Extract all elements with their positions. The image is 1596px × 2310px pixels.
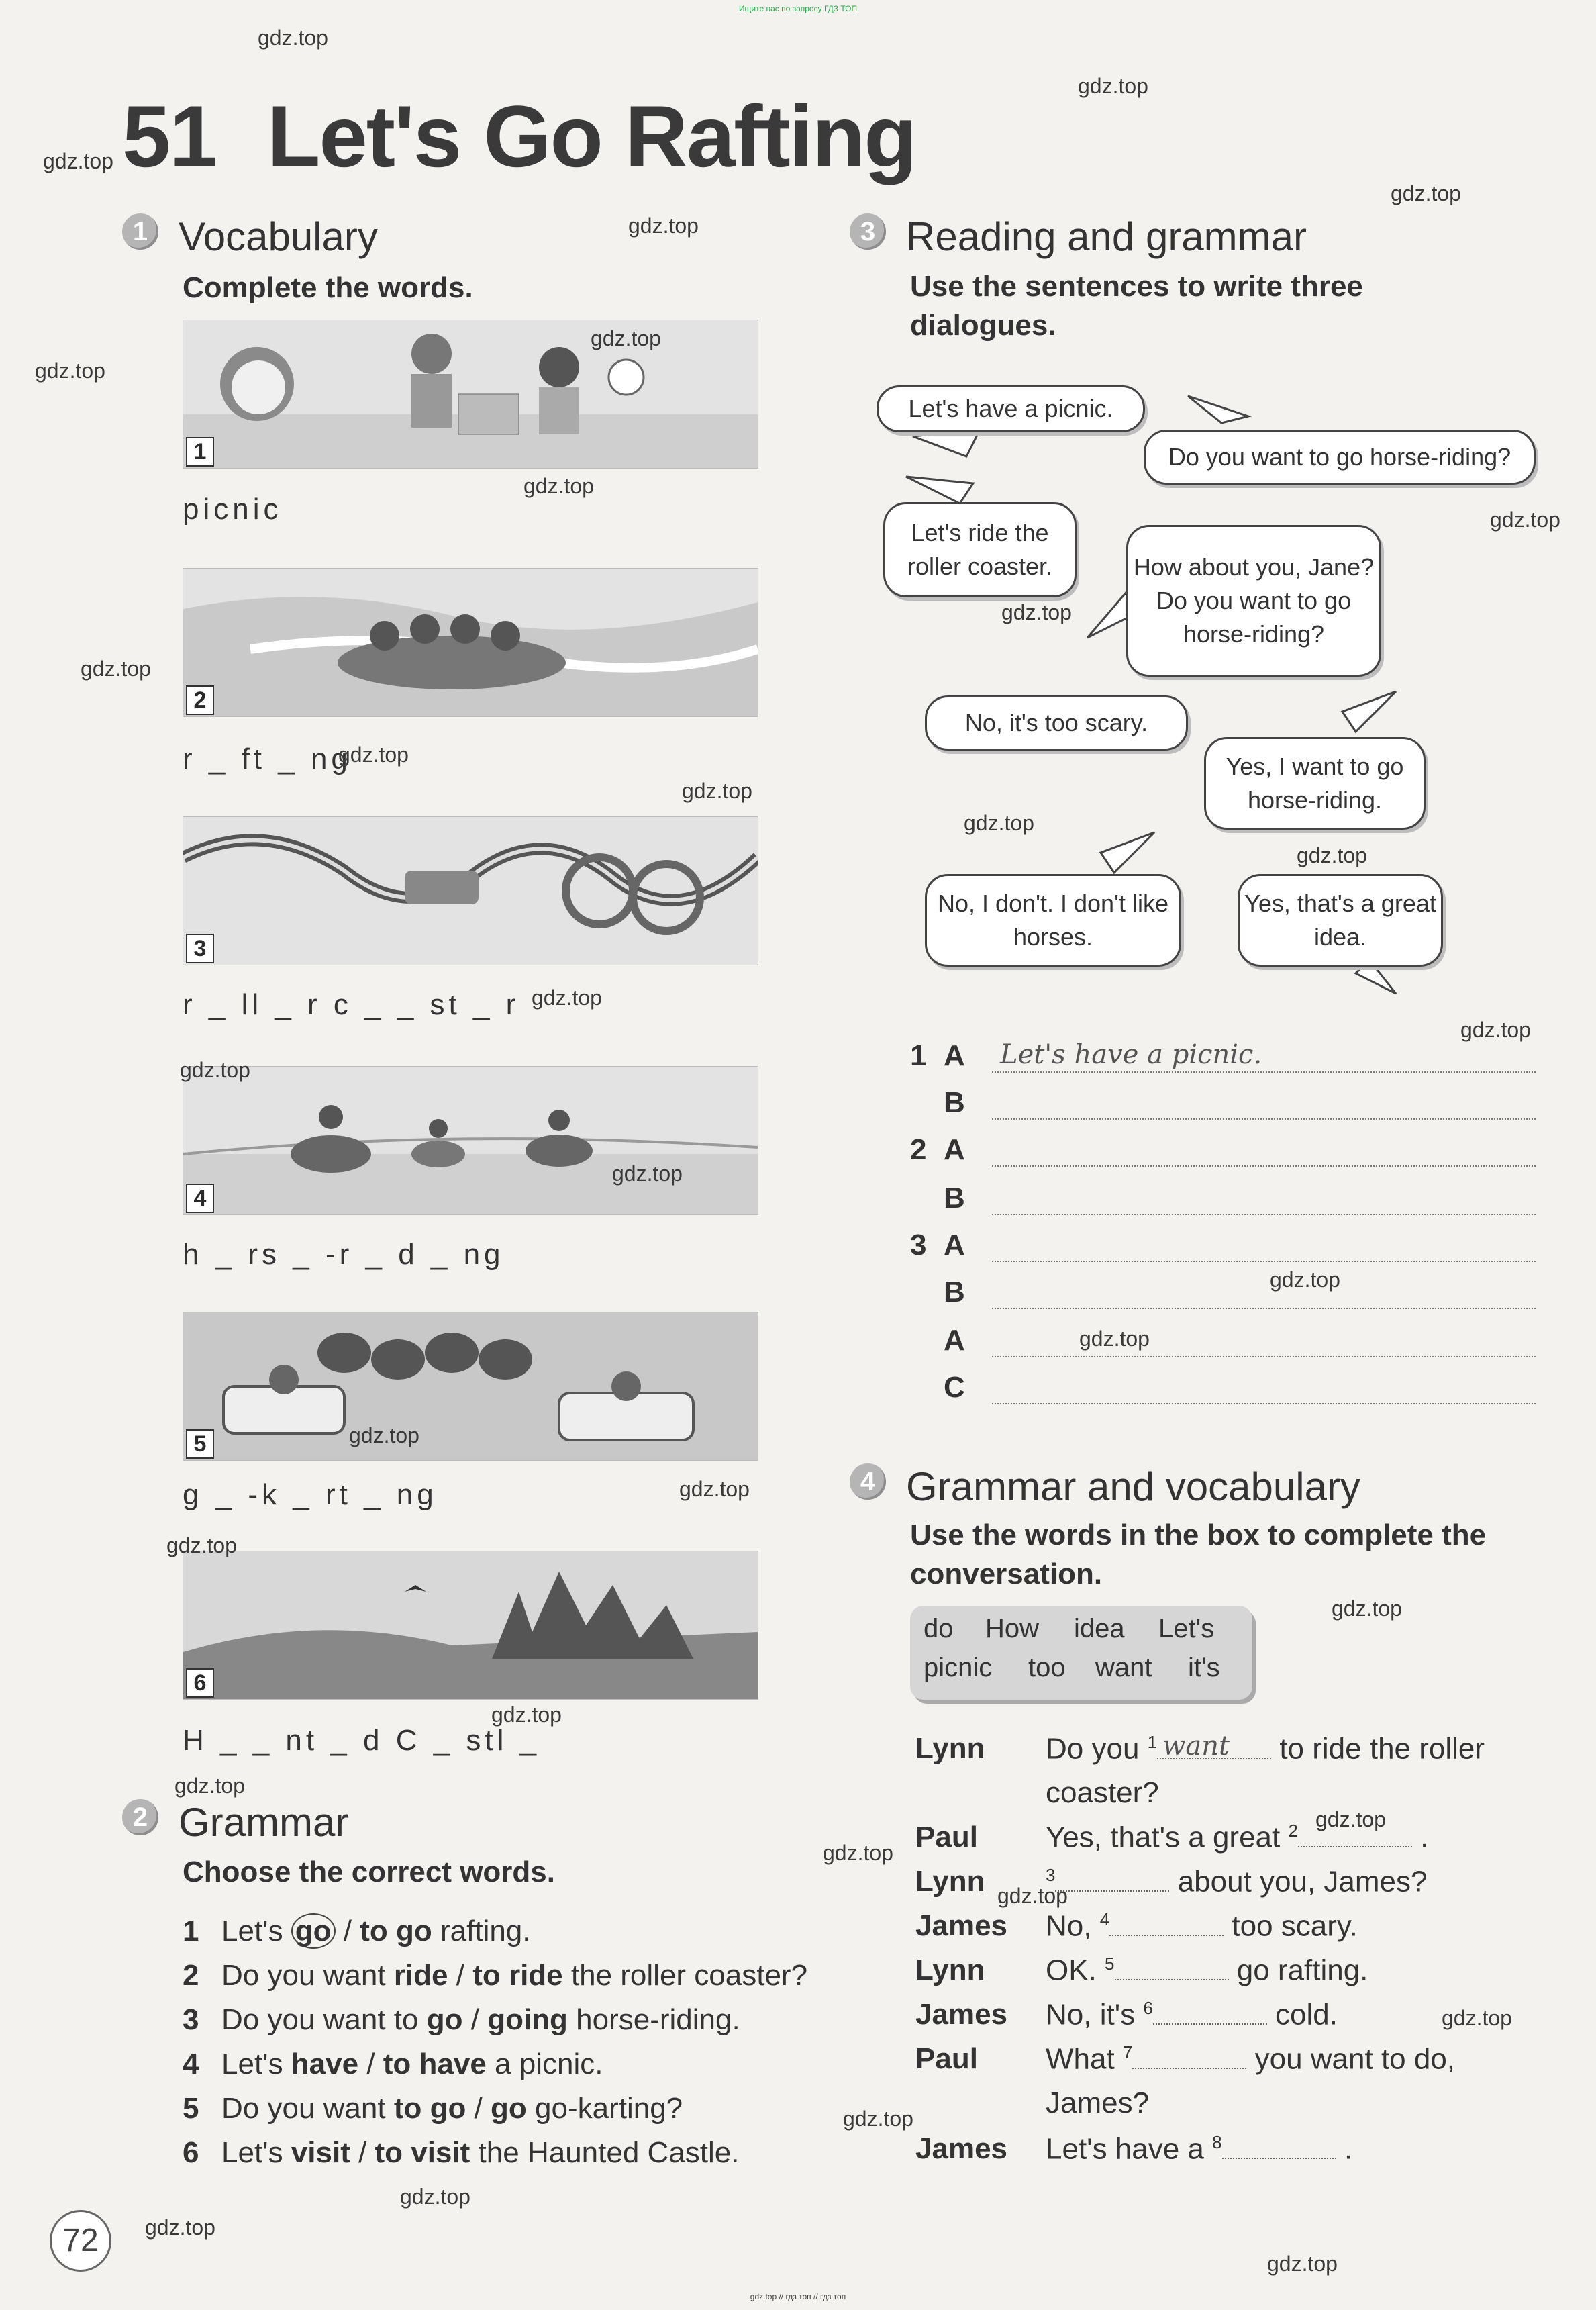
speech-bubble: Let's have a picnic. bbox=[877, 385, 1145, 432]
section3-subtitle-2: dialogues. bbox=[910, 309, 1056, 342]
watermark: gdz.top bbox=[81, 657, 151, 681]
speech-bubble: No, it's too scary. bbox=[925, 695, 1188, 751]
watermark: gdz.top bbox=[1315, 1807, 1386, 1831]
option-selected[interactable]: go bbox=[291, 1913, 336, 1949]
conversation-line-5: OK. $^5$ go rafting. bbox=[1046, 1954, 1368, 1987]
haunted-castle-picture bbox=[183, 1551, 758, 1700]
speaker: Paul bbox=[915, 1821, 978, 1854]
answer-line[interactable] bbox=[992, 1261, 1536, 1262]
dialogue-label: A bbox=[944, 1133, 965, 1166]
speech-bubble: Yes, I want to go horse-riding. bbox=[1204, 737, 1426, 830]
box-word: want bbox=[1095, 1653, 1152, 1682]
roller-coaster-picture bbox=[183, 816, 758, 965]
box-word: do bbox=[924, 1614, 954, 1643]
grammar-item-1: 1 Let's go / to go rafting. bbox=[183, 1915, 531, 1947]
answer-blank[interactable] bbox=[1132, 2045, 1246, 2069]
speech-bubble: How about you, Jane? Do you want to go horse-riding? bbox=[1126, 525, 1381, 677]
speaker: James bbox=[915, 1909, 1008, 1942]
watermark: gdz.top bbox=[145, 2215, 215, 2240]
vocab-word-5: g _ -k _ rt _ ng bbox=[183, 1478, 438, 1511]
box-word: idea bbox=[1074, 1614, 1125, 1643]
option[interactable]: to go bbox=[393, 2092, 466, 2125]
watermark: gdz.top bbox=[174, 1774, 245, 1798]
speech-bubble: Let's ride the roller coaster. bbox=[883, 502, 1077, 597]
dialogue-label: A bbox=[944, 1039, 965, 1072]
section1-title: Vocabulary bbox=[179, 214, 378, 259]
top-note: Ищите нас по запросу ГДЗ ТОП bbox=[738, 4, 858, 13]
page-number: 72 bbox=[50, 2210, 111, 2272]
box-word: it's bbox=[1188, 1653, 1220, 1682]
picture-number: 1 bbox=[186, 437, 214, 467]
answer-blank[interactable]: want bbox=[1157, 1735, 1271, 1759]
watermark: gdz.top bbox=[823, 1841, 893, 1865]
dialogue-label: B bbox=[944, 1182, 965, 1214]
dialogue-number: 3 bbox=[910, 1229, 927, 1261]
word-box bbox=[910, 1606, 1252, 1700]
dialogue-label: B bbox=[944, 1276, 965, 1308]
option[interactable]: go bbox=[491, 2092, 527, 2125]
speech-bubble: No, I don't. I don't like horses. bbox=[925, 874, 1181, 967]
box-word: too bbox=[1028, 1653, 1066, 1682]
watermark: gdz.top bbox=[258, 26, 328, 50]
option[interactable]: to ride bbox=[472, 1959, 563, 1992]
picture-number: 4 bbox=[186, 1184, 214, 1213]
watermark: gdz.top bbox=[682, 779, 752, 803]
picnic-picture bbox=[183, 320, 758, 469]
vocab-word-1: picnic bbox=[183, 493, 283, 526]
watermark: gdz.top bbox=[43, 149, 113, 173]
answer-blank[interactable] bbox=[1222, 2135, 1336, 2159]
watermark: gdz.top bbox=[843, 2107, 913, 2131]
grammar-item-2: 2 Do you want ride / to ride the roller coaster? bbox=[183, 1959, 808, 1992]
vocab-word-2: r _ ft _ ng bbox=[183, 742, 352, 775]
section4-badge: 4 bbox=[850, 1463, 886, 1500]
answer-blank[interactable] bbox=[1115, 1956, 1229, 1980]
answer-line[interactable] bbox=[992, 1118, 1536, 1120]
watermark: gdz.top bbox=[591, 326, 661, 350]
box-word: picnic bbox=[924, 1653, 993, 1682]
speaker: Lynn bbox=[915, 1732, 985, 1765]
section4-subtitle-2: conversation. bbox=[910, 1557, 1103, 1590]
option[interactable]: to have bbox=[383, 2048, 487, 2080]
watermark: gdz.top bbox=[1442, 2006, 1512, 2030]
answer-line[interactable] bbox=[992, 1356, 1536, 1357]
section2-subtitle: Choose the correct words. bbox=[183, 1856, 556, 1888]
picture-number: 5 bbox=[186, 1429, 214, 1459]
answer-line[interactable] bbox=[992, 1165, 1536, 1167]
dialogue-label: B bbox=[944, 1086, 965, 1119]
conversation-line-4: No, $^4$ too scary. bbox=[1046, 1909, 1358, 1943]
section3-badge: 3 bbox=[850, 213, 886, 250]
option[interactable]: ride bbox=[393, 1959, 448, 1992]
grammar-item-6: 6 Let's visit / to visit the Haunted Castle. bbox=[183, 2136, 740, 2169]
watermark: gdz.top bbox=[1267, 2252, 1338, 2276]
dialogue-label: C bbox=[944, 1371, 965, 1404]
section4-title: Grammar and vocabulary bbox=[906, 1464, 1360, 1509]
section1-badge: 1 bbox=[122, 213, 158, 250]
option[interactable]: go bbox=[426, 2003, 463, 2036]
speaker: James bbox=[915, 2132, 1008, 2165]
answer-blank[interactable] bbox=[1153, 2001, 1267, 2025]
go-karting-picture bbox=[183, 1312, 758, 1461]
conversation-line-6: No, it's $^6$ cold. bbox=[1046, 1998, 1338, 2031]
watermark: gdz.top bbox=[679, 1477, 750, 1501]
option[interactable]: going bbox=[487, 2003, 568, 2036]
watermark: gdz.top bbox=[1270, 1267, 1340, 1292]
speaker: James bbox=[915, 1998, 1008, 2031]
answer-line[interactable] bbox=[992, 1214, 1536, 1215]
watermark: gdz.top bbox=[532, 985, 602, 1010]
watermark: gdz.top bbox=[1391, 181, 1461, 205]
speaker: Paul bbox=[915, 2042, 978, 2075]
vocab-word-3: r _ ll _ r c _ _ st _ r bbox=[183, 988, 520, 1021]
watermark: gdz.top bbox=[491, 1702, 562, 1727]
watermark: gdz.top bbox=[1297, 843, 1367, 867]
watermark: gdz.top bbox=[338, 742, 409, 767]
dialogue-number: 2 bbox=[910, 1133, 927, 1166]
watermark: gdz.top bbox=[349, 1423, 419, 1447]
section2-badge: 2 bbox=[122, 1799, 158, 1835]
option[interactable]: to visit bbox=[375, 2136, 470, 2169]
watermark: gdz.top bbox=[997, 1884, 1068, 1908]
watermark: gdz.top bbox=[1332, 1596, 1402, 1621]
grammar-item-4: 4 Let's have / to have a picnic. bbox=[183, 2048, 603, 2080]
section2-title: Grammar bbox=[179, 1800, 349, 1845]
grammar-item-3: 3 Do you want to go / going horse-riding. bbox=[183, 2003, 740, 2036]
lesson-title: Let's Go Rafting bbox=[267, 87, 916, 185]
box-word: How bbox=[985, 1614, 1040, 1643]
watermark: gdz.top bbox=[612, 1161, 683, 1186]
option[interactable]: to go bbox=[360, 1915, 432, 1947]
dialogue-label: A bbox=[944, 1324, 965, 1357]
picture-number: 6 bbox=[186, 1668, 214, 1698]
section1-subtitle: Complete the words. bbox=[183, 271, 473, 304]
speech-bubble: Do you want to go horse-riding? bbox=[1144, 430, 1536, 485]
answer-line[interactable] bbox=[992, 1403, 1536, 1404]
section4-subtitle-1: Use the words in the box to complete the bbox=[910, 1519, 1487, 1551]
dialogue-label: A bbox=[944, 1229, 965, 1261]
watermark: gdz.top bbox=[1490, 508, 1560, 532]
conversation-line-7: What $^7$ you want to do, bbox=[1046, 2042, 1456, 2076]
answer-blank[interactable] bbox=[1055, 1868, 1169, 1892]
option[interactable]: have bbox=[291, 2048, 359, 2080]
option[interactable]: visit bbox=[291, 2136, 350, 2169]
vocab-word-6: H _ _ nt _ d C _ stl _ bbox=[183, 1724, 541, 1757]
rafting-picture bbox=[183, 568, 758, 717]
vocab-word-4: h _ rs _ -r _ d _ ng bbox=[183, 1238, 505, 1271]
answer-line[interactable] bbox=[992, 1308, 1536, 1309]
speaker: Lynn bbox=[915, 1954, 985, 1986]
watermark: gdz.top bbox=[1460, 1018, 1531, 1042]
conversation-line-2: Yes, that's a great $^2$ . bbox=[1046, 1821, 1429, 1854]
dialogue-answer[interactable]: Let's have a picnic. bbox=[1000, 1039, 1262, 1070]
answer-blank[interactable] bbox=[1109, 1912, 1224, 1936]
speech-bubble: Yes, that's a great idea. bbox=[1238, 874, 1443, 967]
conversation-cont: coaster? bbox=[1046, 1776, 1159, 1809]
watermark: gdz.top bbox=[1079, 1327, 1150, 1351]
picture-number: 3 bbox=[186, 934, 214, 963]
watermark: gdz.top bbox=[964, 811, 1034, 835]
watermark: gdz.top bbox=[180, 1058, 250, 1082]
lesson-number: 51 bbox=[122, 87, 217, 185]
grammar-item-5: 5 Do you want to go / go go-karting? bbox=[183, 2092, 683, 2125]
conversation-line-8: Let's have a $^8$ . bbox=[1046, 2132, 1353, 2166]
watermark: gdz.top bbox=[35, 358, 105, 383]
answer-line bbox=[992, 1071, 1536, 1073]
section3-subtitle-1: Use the sentences to write three bbox=[910, 270, 1363, 303]
watermark: gdz.top bbox=[1078, 74, 1148, 98]
speaker: Lynn bbox=[915, 1865, 985, 1898]
conversation-cont: James? bbox=[1046, 2086, 1150, 2119]
conversation-line-3: $^3$ about you, James? bbox=[1046, 1865, 1428, 1898]
section3-title: Reading and grammar bbox=[906, 214, 1307, 259]
horse-riding-picture bbox=[183, 1066, 758, 1215]
bottom-note: gdz.top // гдз топ // гдз топ bbox=[750, 2292, 846, 2301]
watermark: gdz.top bbox=[1001, 600, 1072, 624]
watermark: gdz.top bbox=[166, 1533, 237, 1557]
watermark: gdz.top bbox=[523, 474, 594, 498]
picture-number: 2 bbox=[186, 685, 214, 715]
dialogue-number: 1 bbox=[910, 1039, 927, 1072]
watermark: gdz.top bbox=[400, 2184, 470, 2209]
conversation-line-1: Do you $^1$ want to ride the roller bbox=[1046, 1730, 1485, 1766]
box-word: Let's bbox=[1158, 1614, 1215, 1643]
watermark: gdz.top bbox=[628, 213, 699, 238]
